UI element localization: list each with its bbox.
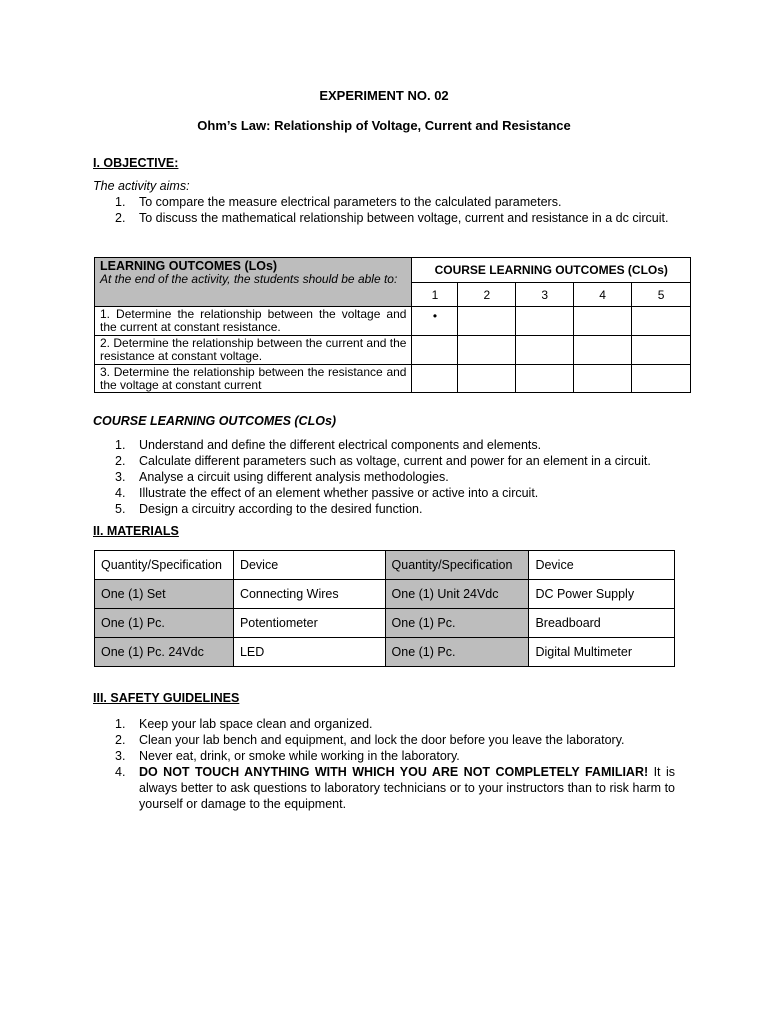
clo-mark: • <box>412 307 458 336</box>
lo-row-text: 2. Determine the relationship between the current and the resistance at constant voltage. <box>95 336 412 365</box>
table-row <box>95 307 691 336</box>
table-row <box>95 609 675 638</box>
table-cell: One (1) Pc. <box>95 609 234 638</box>
lo-subheader: At the end of the activity, the students should be able to: <box>100 272 398 286</box>
table-cell: One (1) Pc. <box>385 638 529 667</box>
clo-column-4: 4 <box>574 283 632 307</box>
clo-column-1: 1 <box>412 283 458 307</box>
lo-row-text: 3. Determine the relationship between the resistance and the voltage at constant current <box>95 365 412 393</box>
materials-heading: II. MATERIALS <box>93 524 179 538</box>
clo-list <box>93 437 675 517</box>
list-item: 1. To compare the measure electrical parameters to the calculated parameters. <box>115 195 562 209</box>
safety-list <box>93 716 675 812</box>
learning-outcomes-table <box>94 257 691 393</box>
lo-row-text: 1. Determine the relationship between the voltage and the current at constant resistance. <box>95 307 412 336</box>
lo-header: LEARNING OUTCOMES (LOs) <box>100 259 278 273</box>
table-header-cell: Device <box>233 551 385 580</box>
list-item: 2. To discuss the mathematical relationship between voltage, current and resistance in a dc circuit. <box>115 211 669 225</box>
table-row <box>95 638 675 667</box>
list-item: 4. Illustrate the effect of an element whether passive or active into a circuit. <box>115 486 539 500</box>
table-cell: One (1) Pc. 24Vdc <box>95 638 234 667</box>
table-header-cell: Quantity/Specification <box>385 551 529 580</box>
clo-mark <box>632 307 691 336</box>
list-item: 5. Design a circuitry according to the desired function. <box>115 502 423 516</box>
experiment-number: EXPERIMENT NO. 02 <box>319 88 449 103</box>
list-item: 2. Clean your lab bench and equipment, and lock the door before you leave the laboratory. <box>115 733 625 747</box>
clo-mark <box>574 336 632 365</box>
clo-column-2: 2 <box>458 283 516 307</box>
clo-mark <box>632 365 691 393</box>
list-item: 2. Calculate different parameters such as voltage, current and power for an element in a circuit. <box>115 454 651 468</box>
clo-mark <box>516 307 574 336</box>
clo-header: COURSE LEARNING OUTCOMES (CLOs) <box>412 258 691 283</box>
table-cell: LED <box>233 638 385 667</box>
table-cell: Connecting Wires <box>233 580 385 609</box>
table-row <box>95 551 675 580</box>
clo-mark <box>458 336 516 365</box>
table-cell: One (1) Pc. <box>385 609 529 638</box>
table-cell: Digital Multimeter <box>529 638 675 667</box>
table-cell: Breadboard <box>529 609 675 638</box>
clo-column-3: 3 <box>516 283 574 307</box>
table-cell: One (1) Unit 24Vdc <box>385 580 529 609</box>
list-item: 3. Analyse a circuit using different analysis methodologies. <box>115 470 449 484</box>
clo-mark <box>574 365 632 393</box>
list-item: 1. Understand and define the different electrical components and elements. <box>115 438 542 452</box>
clo-mark <box>458 307 516 336</box>
table-cell: Potentiometer <box>233 609 385 638</box>
list-item: 1. Keep your lab space clean and organized. <box>115 717 373 731</box>
page-title: Ohm’s Law: Relationship of Voltage, Current and Resistance <box>197 118 571 133</box>
safety-warning: DO NOT TOUCH ANYTHING WITH WHICH YOU ARE NOT COMPLETELY FAMILIAR! <box>139 765 649 779</box>
clo-mark <box>412 365 458 393</box>
materials-table <box>94 550 675 667</box>
table-row <box>95 580 675 609</box>
lo-header-cell <box>95 258 412 307</box>
table-cell: One (1) Set <box>95 580 234 609</box>
list-item: 3. Never eat, drink, or smoke while working in the laboratory. <box>115 749 460 763</box>
table-header-cell: Quantity/Specification <box>95 551 234 580</box>
table-row <box>95 365 691 393</box>
objective-intro: The activity aims: <box>93 179 190 193</box>
objective-list <box>93 194 675 226</box>
table-header-cell: Device <box>529 551 675 580</box>
clo-mark <box>516 336 574 365</box>
list-item: 4. DO NOT TOUCH ANYTHING WITH WHICH YOU ARE NOT COMPLETELY FAMILIAR! It is always better to ask questions to laboratory technicians or to your instructors than to risk harm to yourself or damage to the equipment. <box>115 765 675 811</box>
clo-column-5: 5 <box>632 283 691 307</box>
objective-heading: I. OBJECTIVE: <box>93 156 179 170</box>
table-cell: DC Power Supply <box>529 580 675 609</box>
clo-mark <box>412 336 458 365</box>
table-row <box>95 336 691 365</box>
clo-mark <box>632 336 691 365</box>
safety-heading: III. SAFETY GUIDELINES <box>93 691 240 705</box>
clo-mark <box>574 307 632 336</box>
clo-mark <box>458 365 516 393</box>
clo-heading: COURSE LEARNING OUTCOMES (CLOs) <box>93 414 337 428</box>
clo-mark <box>516 365 574 393</box>
